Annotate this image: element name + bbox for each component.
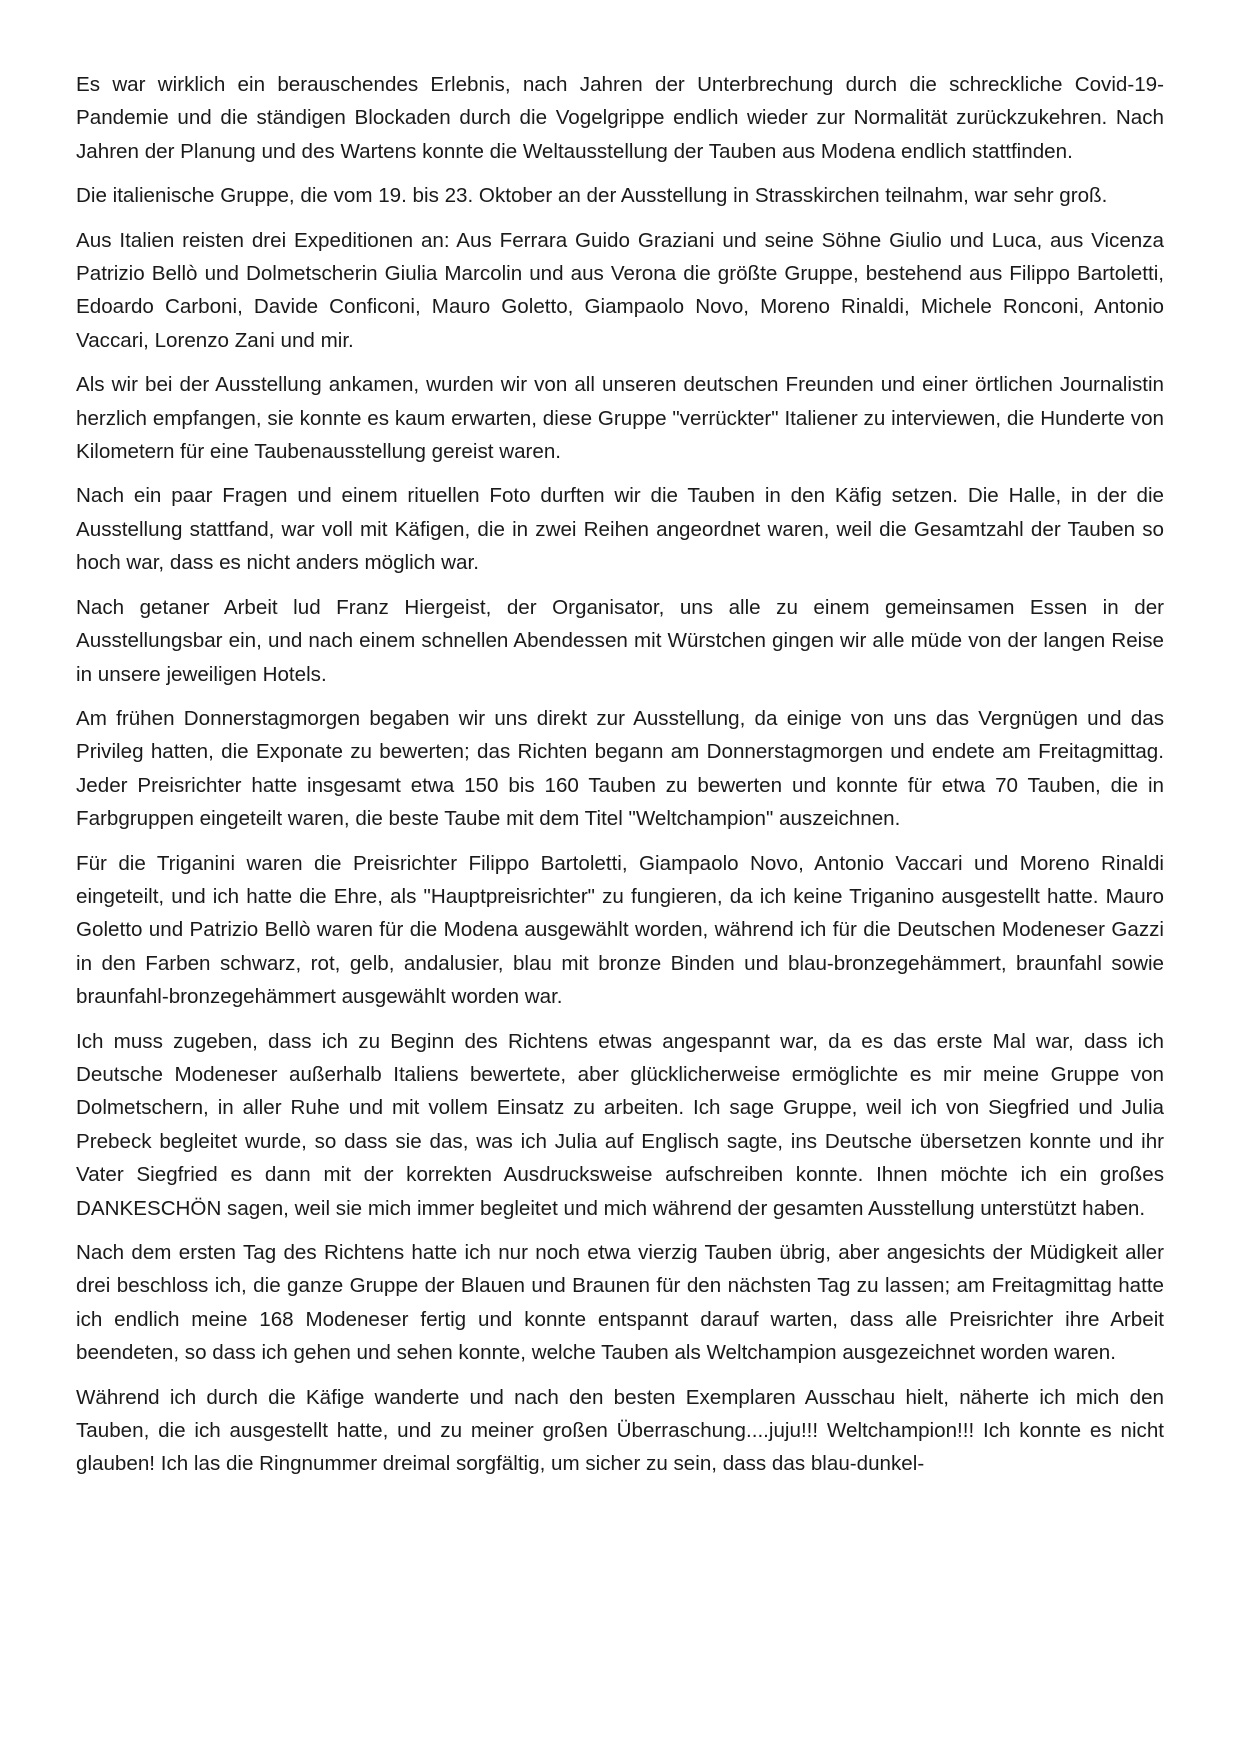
paragraph-7: Am frühen Donnerstagmorgen begaben wir uns direkt zur Ausstellung, da einige von uns das Vergnügen und das Privileg hatten, die Exponate zu bewerten; das Richten begann am Donnerstagmorgen und endete am Freitagmittag. Jeder Preisrichter hatte insgesamt etwa 150 bis 160 Tauben zu bewerten und konnte für etwa 70 Tauben, die in Farbgruppen eingeteilt waren, die beste Taube mit dem Titel "Weltchampion" auszeichnen. — [76, 706, 1164, 831]
paragraph-9: Ich muss zugeben, dass ich zu Beginn des Richtens etwas angespannt war, da es das erste Mal war, dass ich Deutsche Modeneser außerhalb Italiens bewertete, aber glücklicherweise ermöglichte es mir meine Gruppe von Dolmetschern, in aller Ruhe und mit vollem Einsatz zu arbeiten. Ich sage Gruppe, weil ich von Siegfried und Julia Prebeck begleitet wurde, so dass sie das, was ich Julia auf Englisch sagte, ins Deutsche übersetzen konnte und ihr Vater Siegfried es dann mit der korrekten Ausdrucksweise aufschreiben konnte. Ihnen möchte ich ein großes DANKESCHÖN sagen, weil sie mich immer begleitet und mich während der gesamten Ausstellung unterstützt haben. — [76, 1029, 1164, 1220]
paragraph-10: Nach dem ersten Tag des Richtens hatte ich nur noch etwa vierzig Tauben übrig, aber angesichts der Müdigkeit aller drei beschloss ich, die ganze Gruppe der Blauen und Braunen für den nächsten Tag zu lassen; am Freitagmittag hatte ich endlich meine 168 Modeneser fertig und konnte entspannt darauf warten, dass alle Preisrichter ihre Arbeit beendeten, so dass ich gehen und sehen konnte, welche Tauben als Weltchampion ausgezeichnet worden waren. — [76, 1241, 1164, 1365]
paragraph-8: Für die Triganini waren die Preisrichter Filippo Bartoletti, Giampaolo Novo, Antonio Vaccari und Moreno Rinaldi eingeteilt, und ich hatte die Ehre, als "Hauptpreisrichter" zu fungieren, da ich keine Triganino ausgestellt hatte. Mauro Goletto und Patrizio Bellò waren für die Modena ausgewählt worden, während ich für die Deutschen Modeneser Gazzi in den Farben schwarz, rot, gelb, andalusier, blau mit bronze Binden und blau-bronzegehämmert, braunfahl sowie braunfahl-bronzegehämmert ausgewählt worden war. — [76, 851, 1164, 1009]
paragraph-4: Als wir bei der Ausstellung ankamen, wurden wir von all unseren deutschen Freunden und einer örtlichen Journalistin herzlich empfangen, sie konnte es kaum erwarten, diese Gruppe "verrückter" Italiener zu interviewen, die Hunderte von Kilometern für eine Taubenausstellung gereist waren. — [76, 373, 1164, 464]
paragraph-1: Es war wirklich ein berauschendes Erlebnis, nach Jahren der Unterbrechung durch die schreckliche Covid-19-Pandemie und die ständigen Blockaden durch die Vogelgrippe endlich wieder zur Normalität zurückzukehren. Nach Jahren der Planung und des Wartens konnte die Weltausstellung der Tauben aus Modena endlich stattfinden. — [76, 73, 1164, 163]
paragraph-3: Aus Italien reisten drei Expeditionen an: Aus Ferrara Guido Graziani und seine Söhne Giulio und Luca, aus Vicenza Patrizio Bellò und Dolmetscherin Giulia Marcolin und aus Verona die größte Gruppe, bestehend aus Filippo Bartoletti, Edoardo Carboni, Davide Conficoni, Mauro Goletto, Giampaolo Novo, Moreno Rinaldi, Michele Ronconi, Antonio Vaccari, Lorenzo Zani und mir. — [76, 228, 1164, 352]
paragraph-2: Die italienische Gruppe, die vom 19. bis 23. Oktober an der Ausstellung in Strasskirchen teilnahm, war sehr groß. — [76, 184, 1108, 208]
paragraph-11: Während ich durch die Käfige wanderte und nach den besten Exemplaren Ausschau hielt, näherte ich mich den Tauben, die ich ausgestellt hatte, und zu meiner großen Überraschung....juju!!! Weltchampion!!! Ich konnte es nicht glauben! Ich las die Ringnummer dreimal sorgfältig, um sicher zu sein, dass das blau-dunkel- — [76, 1385, 1164, 1476]
document-body — [76, 68, 1164, 1492]
paragraph-6: Nach getaner Arbeit lud Franz Hiergeist, der Organisator, uns alle zu einem gemeinsamen Essen in der Ausstellungsbar ein, und nach einem schnellen Abendessen mit Würstchen gingen wir alle müde von der langen Reise in unsere jeweiligen Hotels. — [76, 595, 1164, 686]
paragraph-5: Nach ein paar Fragen und einem rituellen Foto durften wir die Tauben in den Käfig setzen. Die Halle, in der die Ausstellung stattfand, war voll mit Käfigen, die in zwei Reihen angeordnet waren, weil die Gesamtzahl der Tauben so hoch war, dass es nicht anders möglich war. — [76, 484, 1164, 575]
